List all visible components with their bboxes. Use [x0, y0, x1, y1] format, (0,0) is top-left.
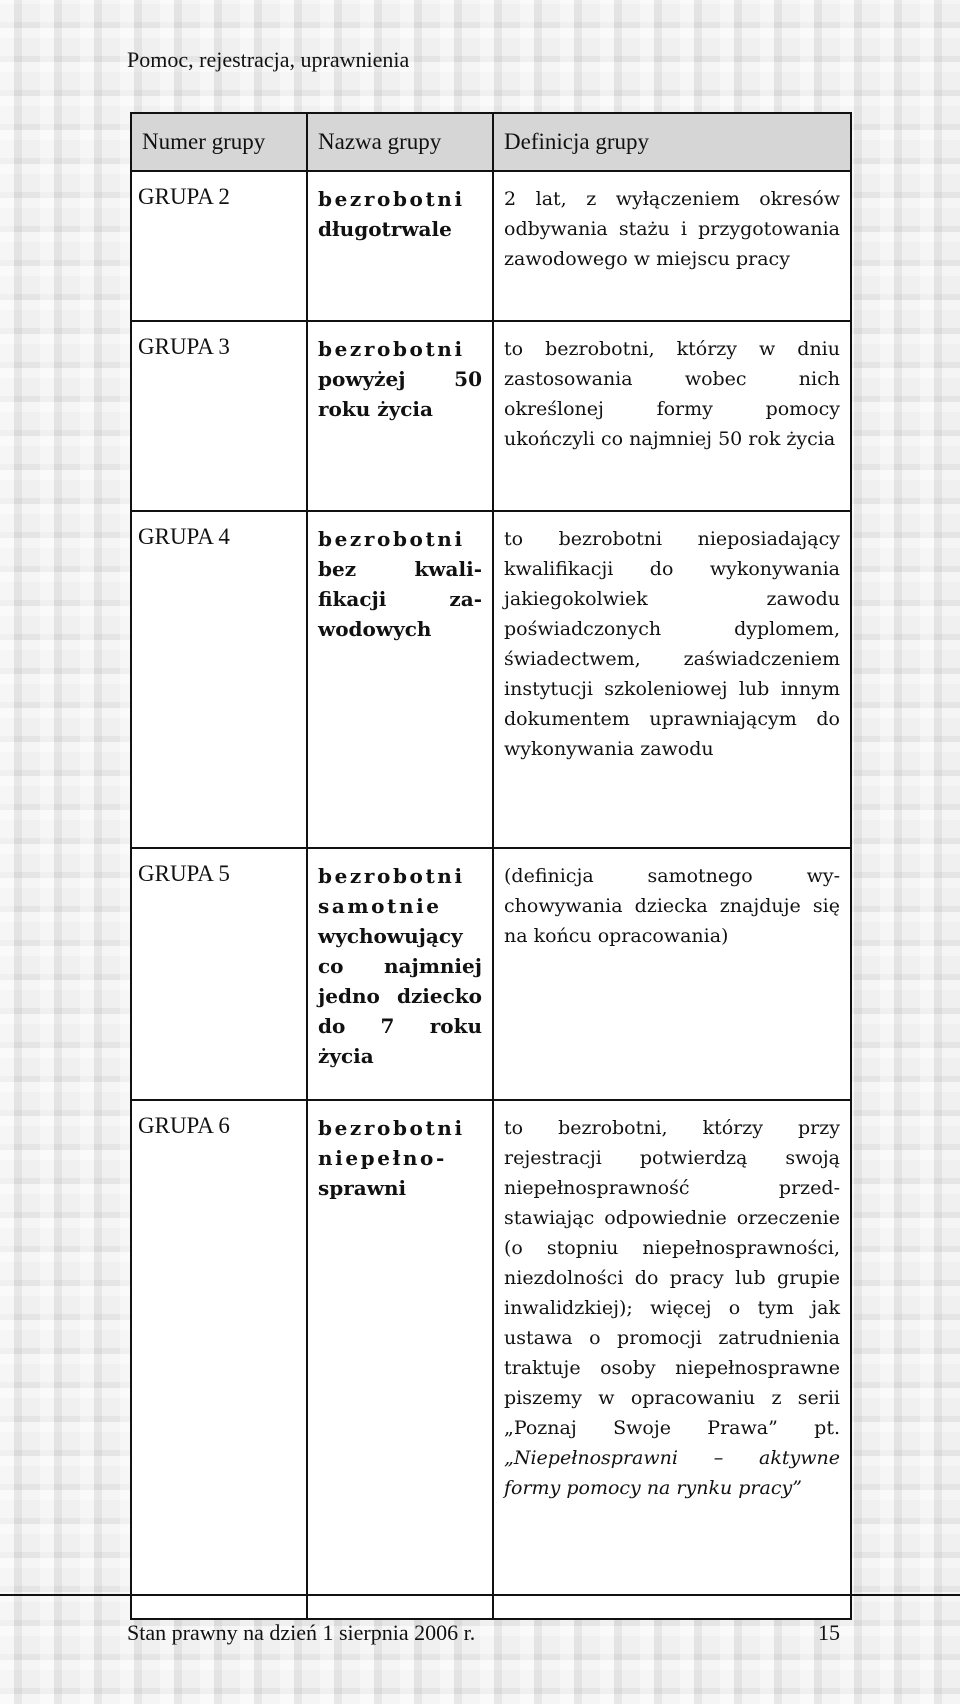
- group-name-rest: bez kwalifikacji zawodowych: [318, 557, 482, 641]
- running-header: Pomoc, rejestracja, uprawnienia: [127, 47, 410, 72]
- column-header-definition: Definicja grupy: [493, 113, 851, 171]
- group-definition: 2 lat, z wyłączeniem okresów odbywania stażu i przygotowania zawodowego w miejscu pracy: [493, 171, 851, 321]
- column-header-name: Nazwa grupy: [307, 113, 493, 171]
- group-name-lead: bezrobotni niepełno: [318, 1116, 465, 1170]
- table-row: [131, 848, 851, 1100]
- group-name: [307, 511, 493, 848]
- group-name: [307, 848, 493, 1100]
- table-row: [131, 321, 851, 511]
- group-name-lead: bezrobotni samotnie: [318, 864, 465, 918]
- table-header-row: [131, 113, 851, 171]
- group-number: GRUPA 3: [131, 321, 307, 511]
- group-name-rest: wychowujący co najmniej jedno dziecko do 7 roku życia: [318, 924, 482, 1068]
- group-number: GRUPA 5: [131, 848, 307, 1100]
- group-definition: to bezrobotni nieposiadający kwalifikacji do wykonywania jakiegokolwiek zawodu poświadczonych dyplomem, świadectwem, zaświadczeniem instytucji szkoleniowej lub innym dokumentem uprawniającym do wykonywania zawodu: [493, 511, 851, 848]
- group-number: GRUPA 2: [131, 171, 307, 321]
- group-name-lead: bezrobotni: [318, 187, 465, 211]
- footer-divider: [0, 1594, 960, 1596]
- table-row: [131, 1100, 851, 1619]
- groups-table: [130, 112, 852, 1620]
- group-definition: to bezrobotni, którzy w dniu zastosowania wobec nich określonej formy pomocy ukończyli co najmniej 50 rok życia: [493, 321, 851, 511]
- table-row: [131, 511, 851, 848]
- group-definition: (definicja samotnego wychowywania dziecka znajduje się na końcu opracowania): [493, 848, 851, 1100]
- group-name-rest: długotrwale: [318, 217, 452, 241]
- column-header-number: Numer grupy: [131, 113, 307, 171]
- group-number: GRUPA 4: [131, 511, 307, 848]
- group-number: GRUPA 6: [131, 1100, 307, 1619]
- table-row: [131, 171, 851, 321]
- footer-legal-status: Stan prawny na dzień 1 sierpnia 2006 r.: [127, 1620, 476, 1645]
- group-definition-text: to bezrobotni, którzy przy rejestracji potwierdzą swoją niepełnosprawność przedstawiając odpowiednie orzeczenie (o stopniu niepełnosprawności, niezdolności do pracy lub grupie inwalidzkiej); więcej o tym jak ustawa o promocji zatrudnienia traktuje osoby niepełnosprawne piszemy w opracowaniu z serii „Poznaj Swoje Prawa” pt.: [504, 1117, 840, 1439]
- group-definition: [493, 1100, 851, 1619]
- group-name-lead: bezrobotni: [318, 337, 465, 361]
- group-name-rest: sprawni: [318, 1176, 407, 1200]
- group-name: [307, 171, 493, 321]
- group-name-rest: powyżej 50 roku życia: [318, 367, 482, 421]
- group-name: [307, 1100, 493, 1619]
- group-name: [307, 321, 493, 511]
- publication-title: „Niepełnosprawni – aktywne formy pomocy na rynku pracy”: [504, 1447, 840, 1499]
- group-name-lead: bezrobotni: [318, 527, 465, 551]
- page-number: 15: [818, 1620, 840, 1645]
